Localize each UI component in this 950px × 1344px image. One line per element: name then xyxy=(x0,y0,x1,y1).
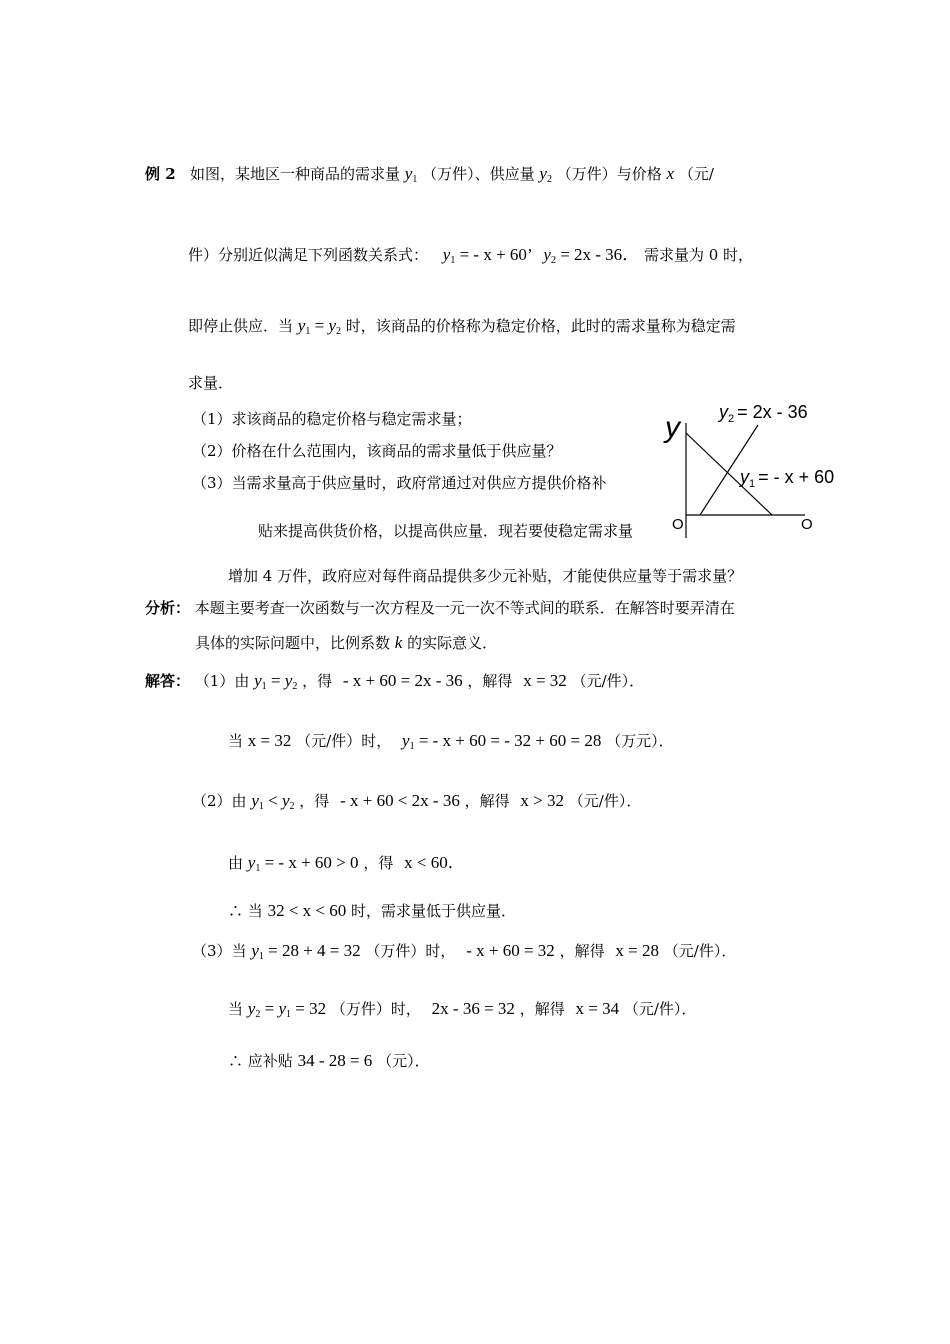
solution-line-4: 由 $y_1$ = - x + 60 > 0 ，得 x < 60． xyxy=(228,853,465,874)
analysis-line-2: 具体的实际问题中，比例系数 k 的实际意义． xyxy=(195,633,498,652)
example-label: 例 2 xyxy=(145,165,176,183)
solution-line-7: 当 $y_2 = y_1 = 32$ （万件）时， 2x - 36 = 32 ，解得 x = 34 （元/件）． xyxy=(228,999,697,1020)
question-1: （1）求该商品的稳定价格与稳定需求量； xyxy=(192,410,472,428)
example-line-1: 例 2 如图，某地区一种商品的需求量 $y_1$ （万件）、供应量 $y_2$ （万件）与价格 x （元/ xyxy=(145,164,714,185)
example-line-4: 求量． xyxy=(188,374,234,392)
question-3b: 贴来提高供货价格，以提高供应量．现若要使稳定需求量 xyxy=(258,522,634,540)
question-2: （2）价格在什么范围内，该商品的需求量低于供应量？ xyxy=(192,442,562,460)
demand-line-label: $y_1$ = - x + 60 xyxy=(740,467,835,490)
math-y1: $y_1$ xyxy=(404,164,418,185)
origin-label-left: O xyxy=(672,516,684,533)
supply-line xyxy=(700,425,758,515)
example-line-2: 件）分别近似满足下列函数关系式： $y_1$ = - x + 60’ $y_2 = 2x - 36$． 需求量为 0 时， xyxy=(188,245,754,266)
supply-line-label: $y_2 = 2x - 36$ xyxy=(719,402,808,425)
question-3c: 增加 4 万件，政府应对每件商品提供多少元补贴，才能使供应量等于需求量？ xyxy=(228,567,743,585)
solution-line-6: （3）当 $y_1 = 28 + 4 = 32$ （万件）时， - x + 60 = 32 ，解得 x = 28 （元/件）． xyxy=(192,941,737,962)
origin-label-right: O xyxy=(801,516,813,533)
math-y1-eq-y2: $y_1 = y_2$ xyxy=(297,316,341,337)
math-y2: $y_2$ xyxy=(539,164,552,185)
analysis-line-1: 分析： 本题主要考查一次函数与一次方程及一元一次不等式间的联系．在解答时要弄清在 xyxy=(145,599,735,617)
solution-line-1: 解答： （1）由 $y_1 = y_2$ ，得 - x + 60 = 2x - 36 ，解得 x = 32 （元/件）． xyxy=(145,671,645,692)
math-eq-y1: $y_1$ = - x + 60’ xyxy=(442,245,533,266)
example-line-3: 即停止供应．当 $y_1 = y_2$ 时，该商品的价格称为稳定价格，此时的需求量称为稳定需 xyxy=(188,316,736,337)
solution-line-8: ∴ 应补贴 34 - 28 = 6 （元）． xyxy=(228,1051,430,1070)
solution-line-3: （2）由 $y_1 < y_2$ ，得 - x + 60 < 2x - 36 ，解得 x > 32 （元/件）． xyxy=(192,791,642,812)
solution-line-2: 当 x = 32 （元/件）时， $y_1$ = - x + 60 = - 32 + 60 = 28 （万元）． xyxy=(228,731,674,752)
math-k: k xyxy=(394,633,403,652)
solution-label: 解答： xyxy=(145,672,191,690)
analysis-label: 分析： xyxy=(145,599,191,617)
solution-line-5: ∴ 当 32 < x < 60 时，需求量低于供应量． xyxy=(228,901,517,920)
y-axis-label: y xyxy=(665,411,680,444)
math-eq-y2: $y_2 = 2x - 36$． xyxy=(543,245,640,266)
math-x: x xyxy=(666,164,675,183)
supply-demand-graph xyxy=(655,395,845,545)
question-3a: （3）当需求量高于供应量时，政府常通过对供应方提供价格补 xyxy=(192,474,607,492)
